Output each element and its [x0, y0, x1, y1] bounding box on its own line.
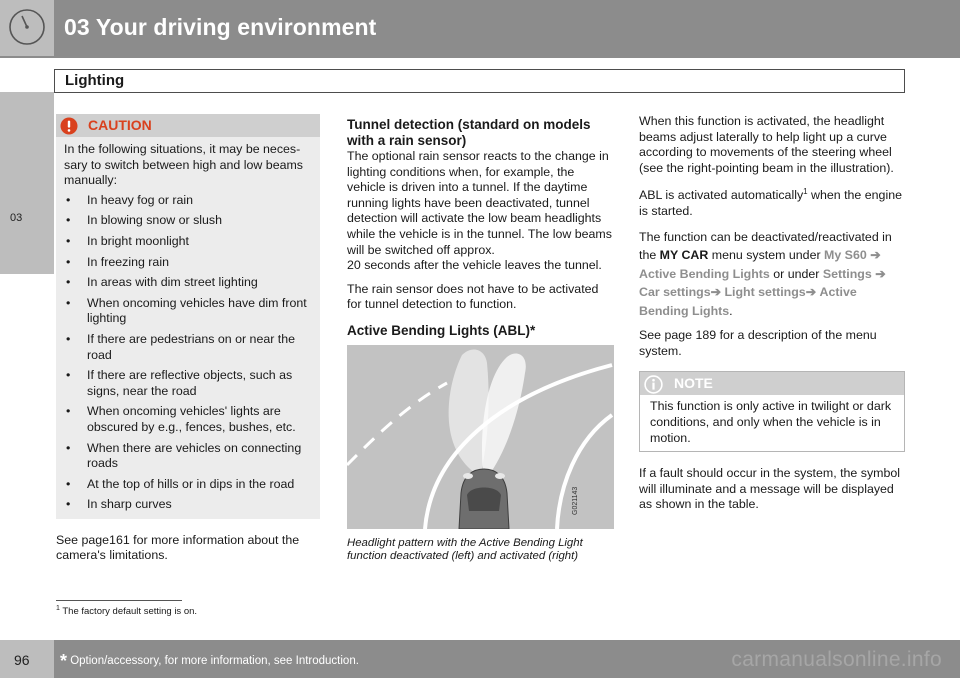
footnote-divider: [56, 600, 182, 601]
camera-reference-paragraph: See page161 for more information about the camera's limitations.: [56, 532, 300, 563]
mycar-label: MY CAR: [659, 248, 709, 263]
page-number: 96: [14, 652, 30, 668]
list-item: • When there are vehicles on connecting roads: [64, 441, 314, 472]
caution-box: [56, 114, 320, 519]
tunnel-paragraph-2: The rain sensor does not have to be activated for tunnel detection to function.: [347, 281, 599, 312]
tunnel-paragraph-1: The optional rain sensor reacts to the change in lighting conditions when, for example, the vehicle is driven into a tunnel. If the daytime running lights have been deactivated, tunnel detection will activate the low beam headlights while the vehicle is in the tunnel. The low beams will be switched off approx.: [347, 149, 612, 257]
list-item: • In areas with dim street lighting: [64, 275, 314, 291]
caution-label: CAUTION: [88, 117, 152, 133]
column-left: [56, 114, 320, 572]
column-right: [639, 114, 905, 521]
menu-settings: Settings: [822, 266, 872, 281]
footer-note: * Option/accessory, for more information, see Introduction.: [60, 651, 359, 671]
arrow-right-icon: ➔: [805, 285, 817, 300]
abl-illustration: [347, 345, 614, 529]
fault-paragraph: If a fault should occur in the system, the symbol will illuminate and a message will be displayed as shown in the table.: [639, 466, 901, 512]
image-code: G021143: [572, 486, 579, 515]
menu-active-bending-lights: Active Bending Lights: [639, 266, 770, 281]
info-icon: [644, 375, 663, 394]
list-item: • If there are pedestrians on or near the road: [64, 332, 314, 363]
note-box: [639, 371, 905, 452]
list-item: • In freezing rain: [64, 255, 314, 271]
illustration-caption: Headlight pattern with the Active Bending Light function deactivated (left) and activated (right): [347, 536, 583, 562]
section-title: Lighting: [65, 72, 125, 89]
chapter-side-tab: [0, 92, 54, 274]
list-item: • When oncoming vehicles' lights are obscured by e.g., fences, bushes, etc.: [64, 404, 314, 435]
column-middle: [347, 114, 615, 563]
caution-intro: In the following situations, it may be neces-sary to switch between high and low beams manually:: [64, 142, 303, 188]
menu-my-s60: My S60: [824, 248, 867, 263]
footnote: $^1$ The factory default setting is on.: [56, 605, 198, 618]
footnote-marker: 1: [803, 187, 808, 197]
gauge-icon: [0, 0, 54, 56]
menu-active-bending-lights-2: Active Bending Lights: [639, 285, 857, 318]
tunnel-paragraph-1b: 20 seconds after the vehicle leaves the tunnel.: [347, 258, 602, 273]
abl-activation-paragraph: ABL is activated automatically$^1$ when the engine is started.: [639, 187, 902, 219]
footer-tab: [0, 640, 54, 678]
warning-icon: [60, 117, 78, 135]
caution-list: [56, 193, 320, 513]
page-header: [0, 0, 960, 58]
list-item: • When oncoming vehicles have dim front lighting: [64, 296, 314, 327]
abl-heading: Active Bending Lights (ABL)*: [347, 322, 536, 338]
menu-light-settings: Light settings: [724, 285, 806, 300]
chapter-tab-label: 03: [10, 212, 23, 224]
list-item: • In heavy fog or rain: [64, 193, 314, 209]
menu-car-settings: Car settings: [639, 285, 711, 300]
note-header: [640, 372, 904, 395]
menu-reference-paragraph: See page 189 for a description of the menu system.: [639, 328, 877, 358]
list-item: • In blowing snow or slush: [64, 213, 314, 229]
list-item: • If there are reflective objects, such as signs, near the road: [64, 368, 314, 399]
arrow-right-icon: ➔: [875, 266, 886, 281]
list-item: • At the top of hills or in dips in the road: [64, 477, 314, 493]
note-label: NOTE: [674, 375, 713, 392]
chapter-title: 03 Your driving environment: [64, 14, 377, 40]
page-footer: [0, 640, 960, 678]
abl-function-paragraph: When this function is activated, the headlight beams adjust laterally to help light up a curve according to movements of the steering wheel (see the right-pointing beam in the illustration).: [639, 114, 894, 175]
watermark: carmanualsonline.info: [731, 648, 942, 671]
note-text: This function is only active in twilight or dark conditions, and only when the vehicle is in motion.: [650, 399, 892, 445]
car-icon: [459, 469, 509, 529]
road-headlight-illustration: [347, 345, 614, 529]
tunnel-heading: Tunnel detection (standard on models with a rain sensor): [347, 117, 591, 148]
list-item: • In bright moonlight: [64, 234, 314, 250]
arrow-right-icon: ➔: [870, 248, 881, 263]
caution-header: [56, 114, 320, 137]
menu-path-paragraph: The function can be deactivated/reactivated in the MY CAR menu system under My S60 ➔ Active Bending Lights or under Settings ➔ Car settings➔ Light settings➔ Active Bending Lights.: [639, 229, 892, 318]
arrow-right-icon: ➔: [710, 285, 721, 300]
list-item: • In sharp curves: [64, 497, 314, 513]
section-bar: [54, 69, 905, 93]
